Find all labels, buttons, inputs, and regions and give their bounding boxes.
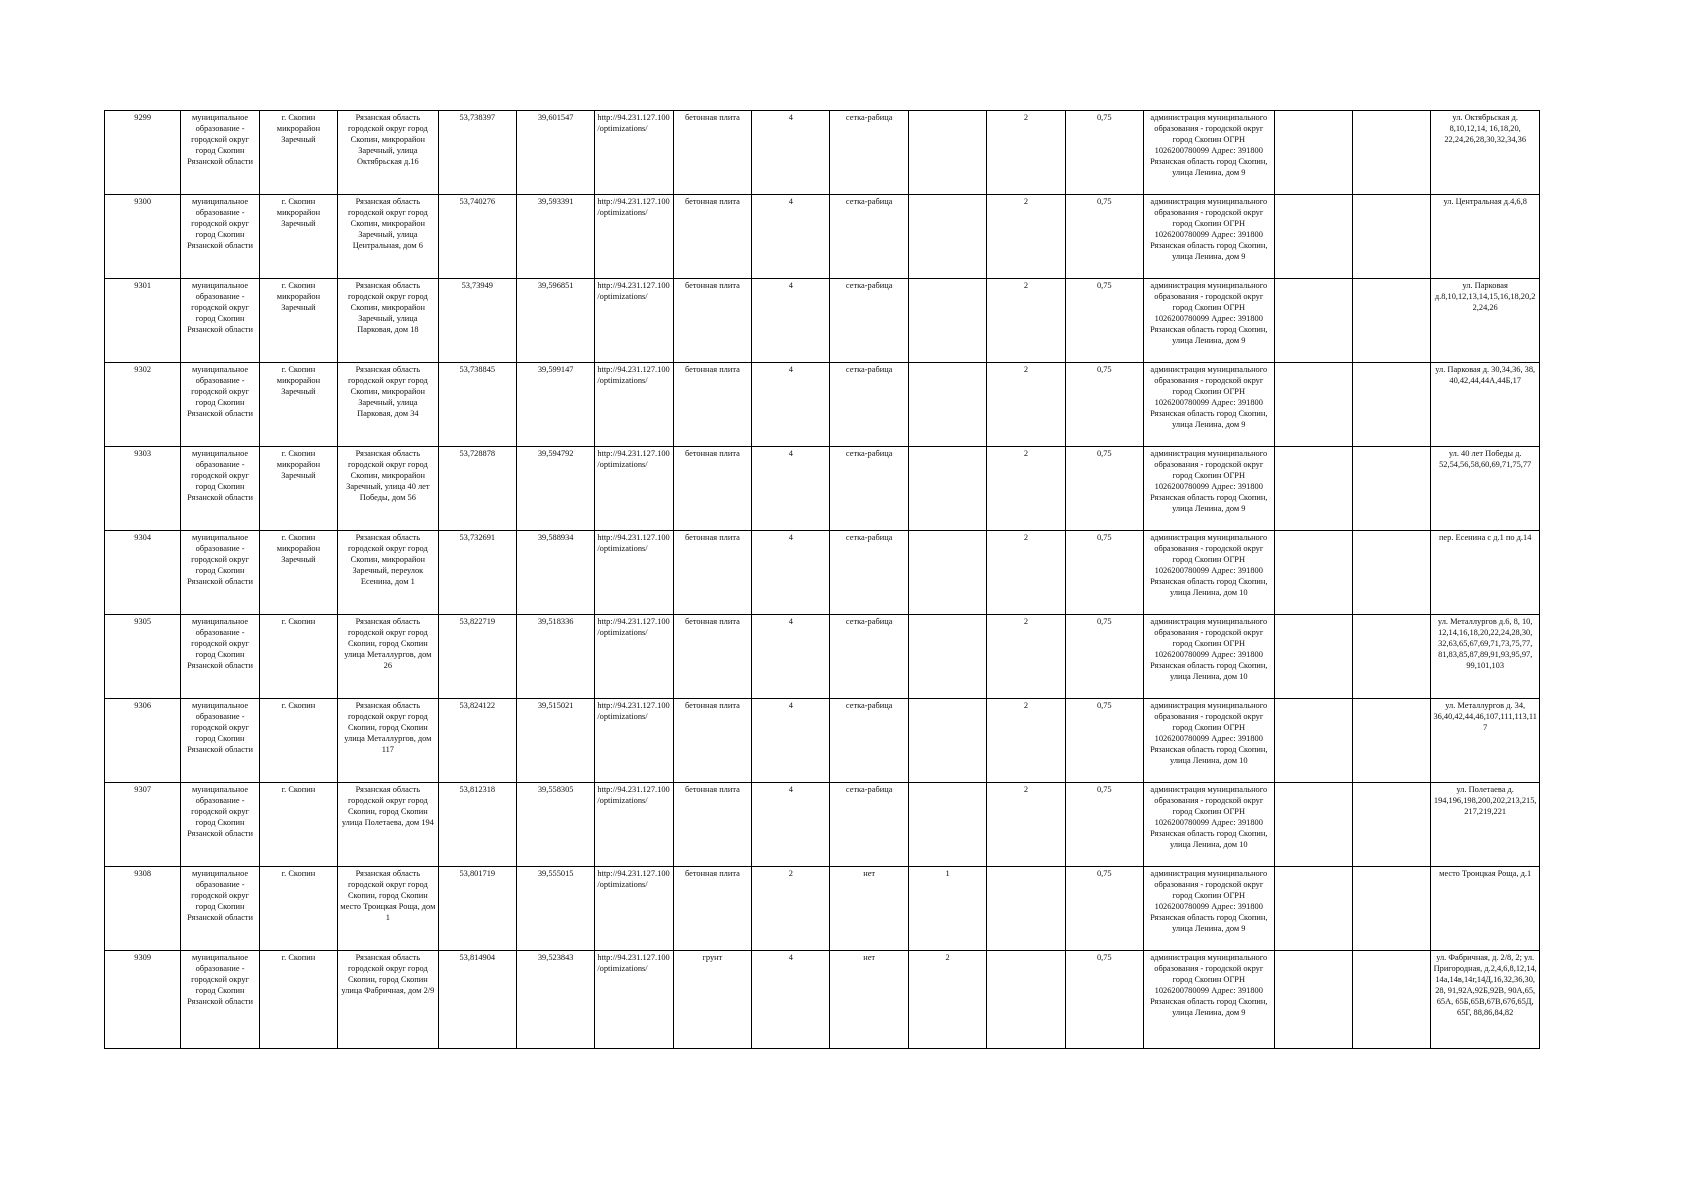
cell-extra-1 <box>1274 279 1352 363</box>
cell-locality: г. Скопин <box>259 699 337 783</box>
waste-sites-table <box>104 110 1540 1049</box>
cell-id: 9308 <box>105 867 181 951</box>
cell-latitude: 53,740276 <box>438 195 516 279</box>
cell-scheme-link: http://94.231.127.100/optimizations/ <box>595 699 673 783</box>
cell-container-count: 4 <box>752 531 830 615</box>
cell-id: 9306 <box>105 699 181 783</box>
cell-address: Рязанская область городской округ город Скопин, микрорайон Заречный, улица 40 лет Победы, дом 56 <box>338 447 438 531</box>
cell-surface-type: бетонная плита <box>673 279 751 363</box>
cell-owner: администрация муниципального образования - городской округ город Скопин ОГРН 1026200780099 Адрес: 391800 Рязанская область город Скопин, улица Ленина, дом 9 <box>1143 279 1274 363</box>
cell-locality: г. Скопин микрорайон Заречный <box>259 447 337 531</box>
cell-count-a <box>908 447 986 531</box>
cell-served-addresses: место Троицкая Роща, д.1 <box>1431 867 1540 951</box>
cell-id: 9305 <box>105 615 181 699</box>
cell-municipality: муниципальное образование - городской округ город Скопин Рязанской области <box>181 783 259 867</box>
cell-surface-type: бетонная плита <box>673 195 751 279</box>
cell-extra-2 <box>1352 531 1430 615</box>
cell-container-volume: 0,75 <box>1065 111 1143 195</box>
cell-longitude: 39,555015 <box>516 867 594 951</box>
cell-owner: администрация муниципального образования - городской округ город Скопин ОГРН 1026200780099 Адрес: 391800 Рязанская область город Скопин, улица Ленина, дом 9 <box>1143 111 1274 195</box>
cell-longitude: 39,596851 <box>516 279 594 363</box>
cell-latitude: 53,728878 <box>438 447 516 531</box>
cell-scheme-link: http://94.231.127.100/optimizations/ <box>595 531 673 615</box>
cell-longitude: 39,515021 <box>516 699 594 783</box>
cell-extra-2 <box>1352 615 1430 699</box>
cell-address: Рязанская область городской округ город Скопин, город Скопин улица Металлургов, дом 26 <box>338 615 438 699</box>
cell-longitude: 39,593391 <box>516 195 594 279</box>
cell-count-a: 2 <box>908 951 986 1049</box>
cell-latitude: 53,801719 <box>438 867 516 951</box>
cell-owner: администрация муниципального образования - городской округ город Скопин ОГРН 1026200780099 Адрес: 391800 Рязанская область город Скопин, улица Ленина, дом 9 <box>1143 951 1274 1049</box>
cell-fence-type: сетка-рабица <box>830 531 908 615</box>
cell-extra-2 <box>1352 699 1430 783</box>
table-row <box>105 783 1540 867</box>
cell-longitude: 39,594792 <box>516 447 594 531</box>
cell-extra-2 <box>1352 447 1430 531</box>
cell-served-addresses: ул. 40 лет Победы д. 52,54,56,58,60,69,71,75,77 <box>1431 447 1540 531</box>
cell-owner: администрация муниципального образования - городской округ город Скопин ОГРН 1026200780099 Адрес: 391800 Рязанская область город Скопин, улица Ленина, дом 9 <box>1143 867 1274 951</box>
table-row <box>105 279 1540 363</box>
cell-count-b <box>987 867 1065 951</box>
cell-municipality: муниципальное образование - городской округ город Скопин Рязанской области <box>181 951 259 1049</box>
table-row <box>105 951 1540 1049</box>
cell-latitude: 53,824122 <box>438 699 516 783</box>
cell-id: 9300 <box>105 195 181 279</box>
cell-surface-type: бетонная плита <box>673 531 751 615</box>
cell-scheme-link: http://94.231.127.100/optimizations/ <box>595 783 673 867</box>
cell-scheme-link: http://94.231.127.100/optimizations/ <box>595 363 673 447</box>
table-row <box>105 615 1540 699</box>
cell-municipality: муниципальное образование - городской округ город Скопин Рязанской области <box>181 195 259 279</box>
cell-owner: администрация муниципального образования - городской округ город Скопин ОГРН 1026200780099 Адрес: 391800 Рязанская область город Скопин, улица Ленина, дом 10 <box>1143 699 1274 783</box>
cell-owner: администрация муниципального образования - городской округ город Скопин ОГРН 1026200780099 Адрес: 391800 Рязанская область город Скопин, улица Ленина, дом 10 <box>1143 615 1274 699</box>
cell-locality: г. Скопин <box>259 615 337 699</box>
cell-latitude: 53,738397 <box>438 111 516 195</box>
cell-served-addresses: ул. Полетаева д. 194,196,198,200,202,213,215,217,219,221 <box>1431 783 1540 867</box>
cell-container-count: 4 <box>752 783 830 867</box>
cell-container-count: 4 <box>752 279 830 363</box>
cell-served-addresses: ул. Металлургов д. 34, 36,40,42,44,46,107,111,113,117 <box>1431 699 1540 783</box>
cell-latitude: 53,822719 <box>438 615 516 699</box>
cell-fence-type: нет <box>830 867 908 951</box>
table-body <box>105 111 1540 1049</box>
cell-owner: администрация муниципального образования - городской округ город Скопин ОГРН 1026200780099 Адрес: 391800 Рязанская область город Скопин, улица Ленина, дом 9 <box>1143 447 1274 531</box>
cell-container-count: 4 <box>752 447 830 531</box>
cell-count-b: 2 <box>987 447 1065 531</box>
cell-extra-2 <box>1352 951 1430 1049</box>
cell-extra-1 <box>1274 699 1352 783</box>
cell-count-a <box>908 363 986 447</box>
cell-count-b: 2 <box>987 111 1065 195</box>
cell-address: Рязанская область городской округ город Скопин, микрорайон Заречный, улица Парковая, дом 34 <box>338 363 438 447</box>
cell-fence-type: сетка-рабица <box>830 615 908 699</box>
cell-fence-type: нет <box>830 951 908 1049</box>
cell-scheme-link: http://94.231.127.100/optimizations/ <box>595 279 673 363</box>
cell-municipality: муниципальное образование - городской округ город Скопин Рязанской области <box>181 615 259 699</box>
cell-container-count: 4 <box>752 699 830 783</box>
cell-container-volume: 0,75 <box>1065 783 1143 867</box>
cell-address: Рязанская область городской округ город Скопин, микрорайон Заречный, улица Парковая, дом 18 <box>338 279 438 363</box>
cell-count-a <box>908 195 986 279</box>
cell-container-volume: 0,75 <box>1065 867 1143 951</box>
cell-longitude: 39,558305 <box>516 783 594 867</box>
cell-container-count: 2 <box>752 867 830 951</box>
cell-municipality: муниципальное образование - городской округ город Скопин Рязанской области <box>181 531 259 615</box>
cell-fence-type: сетка-рабица <box>830 195 908 279</box>
cell-surface-type: бетонная плита <box>673 447 751 531</box>
cell-locality: г. Скопин <box>259 951 337 1049</box>
table-row <box>105 363 1540 447</box>
cell-address: Рязанская область городской округ город Скопин, микрорайон Заречный, улица Центральная, дом 6 <box>338 195 438 279</box>
cell-longitude: 39,599147 <box>516 363 594 447</box>
cell-container-volume: 0,75 <box>1065 531 1143 615</box>
cell-container-volume: 0,75 <box>1065 363 1143 447</box>
cell-scheme-link: http://94.231.127.100/optimizations/ <box>595 111 673 195</box>
cell-fence-type: сетка-рабица <box>830 279 908 363</box>
cell-count-b: 2 <box>987 363 1065 447</box>
cell-locality: г. Скопин микрорайон Заречный <box>259 531 337 615</box>
table-row <box>105 111 1540 195</box>
cell-locality: г. Скопин <box>259 783 337 867</box>
cell-municipality: муниципальное образование - городской округ город Скопин Рязанской области <box>181 363 259 447</box>
cell-count-b: 2 <box>987 531 1065 615</box>
cell-extra-1 <box>1274 867 1352 951</box>
cell-surface-type: бетонная плита <box>673 783 751 867</box>
cell-count-b: 2 <box>987 615 1065 699</box>
cell-longitude: 39,523843 <box>516 951 594 1049</box>
cell-address: Рязанская область городской округ город Скопин, микрорайон Заречный, улица Октябрьская д.16 <box>338 111 438 195</box>
cell-surface-type: бетонная плита <box>673 615 751 699</box>
cell-extra-1 <box>1274 615 1352 699</box>
cell-latitude: 53,814904 <box>438 951 516 1049</box>
cell-latitude: 53,73949 <box>438 279 516 363</box>
cell-count-a <box>908 531 986 615</box>
cell-scheme-link: http://94.231.127.100/optimizations/ <box>595 195 673 279</box>
cell-owner: администрация муниципального образования - городской округ город Скопин ОГРН 1026200780099 Адрес: 391800 Рязанская область город Скопин, улица Ленина, дом 9 <box>1143 363 1274 447</box>
cell-extra-1 <box>1274 783 1352 867</box>
cell-served-addresses: ул. Фабричная, д. 2/8, 2; ул. Пригородная, д.2,4,6,8,12,14, 14а,14в,14г,14Д,16,32,36,30,28, 91,92А,92Б,92В, 90А,65, 65А, 65Б,65В,67В,67б,65Д, 65Г, 88,86,84,82 <box>1431 951 1540 1049</box>
cell-id: 9307 <box>105 783 181 867</box>
cell-served-addresses: пер. Есенина с д.1 по д.14 <box>1431 531 1540 615</box>
cell-container-count: 4 <box>752 111 830 195</box>
cell-scheme-link: http://94.231.127.100/optimizations/ <box>595 951 673 1049</box>
cell-surface-type: грунт <box>673 951 751 1049</box>
cell-surface-type: бетонная плита <box>673 699 751 783</box>
table-row <box>105 447 1540 531</box>
cell-surface-type: бетонная плита <box>673 867 751 951</box>
cell-address: Рязанская область городской округ город Скопин, город Скопин место Троицкая Роща, дом 1 <box>338 867 438 951</box>
cell-latitude: 53,732691 <box>438 531 516 615</box>
cell-container-volume: 0,75 <box>1065 615 1143 699</box>
cell-served-addresses: ул. Парковая д.8,10,12,13,14,15,16,18,20,22,24,26 <box>1431 279 1540 363</box>
table-row <box>105 531 1540 615</box>
cell-served-addresses: ул. Металлургов д.6, 8, 10, 12,14,16,18,20,22,24,28,30, 32,63,65,67,69,71,73,75,77, 81,83,85,87,89,91,93,95,97, 99,101,103 <box>1431 615 1540 699</box>
cell-locality: г. Скопин микрорайон Заречный <box>259 111 337 195</box>
cell-count-a <box>908 279 986 363</box>
cell-count-a <box>908 699 986 783</box>
cell-extra-1 <box>1274 951 1352 1049</box>
cell-id: 9302 <box>105 363 181 447</box>
cell-id: 9301 <box>105 279 181 363</box>
cell-container-volume: 0,75 <box>1065 279 1143 363</box>
cell-extra-2 <box>1352 195 1430 279</box>
cell-address: Рязанская область городской округ город Скопин, микрорайон Заречный, переулок Есенина, дом 1 <box>338 531 438 615</box>
cell-extra-1 <box>1274 363 1352 447</box>
cell-longitude: 39,601547 <box>516 111 594 195</box>
cell-id: 9299 <box>105 111 181 195</box>
cell-count-a: 1 <box>908 867 986 951</box>
cell-locality: г. Скопин <box>259 867 337 951</box>
cell-served-addresses: ул. Парковая д. 30,34,36, 38, 40,42,44,44А,44Б,17 <box>1431 363 1540 447</box>
cell-municipality: муниципальное образование - городской округ город Скопин Рязанской области <box>181 447 259 531</box>
cell-latitude: 53,812318 <box>438 783 516 867</box>
cell-extra-2 <box>1352 783 1430 867</box>
cell-count-b <box>987 951 1065 1049</box>
cell-count-b: 2 <box>987 699 1065 783</box>
cell-extra-1 <box>1274 195 1352 279</box>
cell-served-addresses: ул. Октябрьская д. 8,10,12,14, 16,18,20, 22,24,26,28,30,32,34,36 <box>1431 111 1540 195</box>
cell-count-a <box>908 615 986 699</box>
cell-container-count: 4 <box>752 615 830 699</box>
cell-municipality: муниципальное образование - городской округ город Скопин Рязанской области <box>181 279 259 363</box>
cell-fence-type: сетка-рабица <box>830 447 908 531</box>
cell-address: Рязанская область городской округ город Скопин, город Скопин улица Металлургов, дом 117 <box>338 699 438 783</box>
cell-count-a <box>908 111 986 195</box>
cell-owner: администрация муниципального образования - городской округ город Скопин ОГРН 1026200780099 Адрес: 391800 Рязанская область город Скопин, улица Ленина, дом 9 <box>1143 195 1274 279</box>
cell-extra-2 <box>1352 279 1430 363</box>
cell-locality: г. Скопин микрорайон Заречный <box>259 363 337 447</box>
cell-extra-1 <box>1274 111 1352 195</box>
cell-extra-1 <box>1274 531 1352 615</box>
cell-locality: г. Скопин микрорайон Заречный <box>259 279 337 363</box>
cell-scheme-link: http://94.231.127.100/optimizations/ <box>595 867 673 951</box>
cell-locality: г. Скопин микрорайон Заречный <box>259 195 337 279</box>
cell-longitude: 39,518336 <box>516 615 594 699</box>
table-row <box>105 699 1540 783</box>
cell-count-b: 2 <box>987 195 1065 279</box>
cell-fence-type: сетка-рабица <box>830 111 908 195</box>
cell-container-volume: 0,75 <box>1065 699 1143 783</box>
cell-count-a <box>908 783 986 867</box>
cell-id: 9309 <box>105 951 181 1049</box>
cell-extra-2 <box>1352 867 1430 951</box>
cell-container-count: 4 <box>752 951 830 1049</box>
cell-fence-type: сетка-рабица <box>830 699 908 783</box>
cell-container-count: 4 <box>752 363 830 447</box>
cell-latitude: 53,738845 <box>438 363 516 447</box>
cell-scheme-link: http://94.231.127.100/optimizations/ <box>595 615 673 699</box>
cell-surface-type: бетонная плита <box>673 111 751 195</box>
cell-container-volume: 0,75 <box>1065 195 1143 279</box>
cell-id: 9303 <box>105 447 181 531</box>
cell-fence-type: сетка-рабица <box>830 363 908 447</box>
cell-longitude: 39,588934 <box>516 531 594 615</box>
cell-address: Рязанская область городской округ город Скопин, город Скопин улица Фабричная, дом 2/9 <box>338 951 438 1049</box>
table-row <box>105 867 1540 951</box>
cell-municipality: муниципальное образование - городской округ город Скопин Рязанской области <box>181 111 259 195</box>
cell-address: Рязанская область городской округ город Скопин, город Скопин улица Полетаева, дом 194 <box>338 783 438 867</box>
cell-surface-type: бетонная плита <box>673 363 751 447</box>
cell-extra-1 <box>1274 447 1352 531</box>
cell-container-volume: 0,75 <box>1065 951 1143 1049</box>
cell-container-volume: 0,75 <box>1065 447 1143 531</box>
cell-extra-2 <box>1352 363 1430 447</box>
cell-municipality: муниципальное образование - городской округ город Скопин Рязанской области <box>181 867 259 951</box>
cell-id: 9304 <box>105 531 181 615</box>
cell-owner: администрация муниципального образования - городской округ город Скопин ОГРН 1026200780099 Адрес: 391800 Рязанская область город Скопин, улица Ленина, дом 10 <box>1143 531 1274 615</box>
cell-extra-2 <box>1352 111 1430 195</box>
cell-served-addresses: ул. Центральная д.4,6,8 <box>1431 195 1540 279</box>
cell-container-count: 4 <box>752 195 830 279</box>
cell-count-b: 2 <box>987 783 1065 867</box>
cell-scheme-link: http://94.231.127.100/optimizations/ <box>595 447 673 531</box>
cell-municipality: муниципальное образование - городской округ город Скопин Рязанской области <box>181 699 259 783</box>
cell-owner: администрация муниципального образования - городской округ город Скопин ОГРН 1026200780099 Адрес: 391800 Рязанская область город Скопин, улица Ленина, дом 10 <box>1143 783 1274 867</box>
cell-fence-type: сетка-рабица <box>830 783 908 867</box>
table-row <box>105 195 1540 279</box>
cell-count-b: 2 <box>987 279 1065 363</box>
